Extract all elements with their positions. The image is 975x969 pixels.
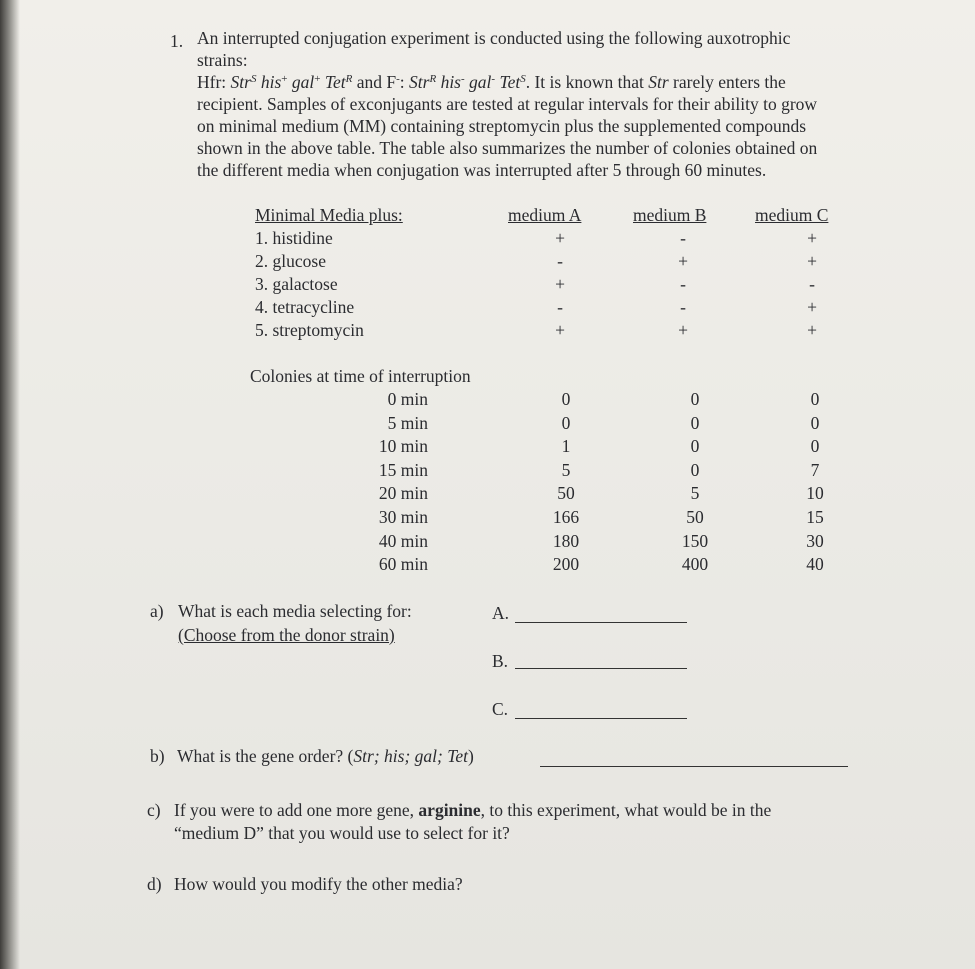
- colony-count-cell: 10: [806, 483, 824, 503]
- time-label: 5 min: [387, 413, 428, 433]
- colony-count-cell: 5: [561, 460, 571, 480]
- supplement-label: 5. streptomycin: [255, 320, 364, 340]
- colony-count-cell: 0: [561, 413, 571, 433]
- blank-a-line[interactable]: [515, 622, 687, 623]
- colony-count-cell: 5: [690, 483, 700, 503]
- supplement-cell: -: [557, 297, 563, 317]
- supplement-label: 3. galactose: [255, 274, 338, 294]
- time-label: 0 min: [387, 389, 428, 409]
- time-label: 15 min: [378, 460, 428, 480]
- body-line-1: recipient. Samples of exconjugants are tested at regular intervals for their ability to grow: [197, 94, 818, 114]
- colony-count-cell: 0: [810, 436, 820, 456]
- part-c-line-1: If you were to add one more gene, arginine, to this experiment, what would be in the: [174, 800, 772, 820]
- colony-count-cell: 1: [561, 436, 571, 456]
- supplement-label: 4. tetracycline: [255, 297, 355, 317]
- page-edge-shadow: [0, 0, 20, 969]
- colony-count-cell: 0: [690, 389, 700, 409]
- part-a-question: What is each media selecting for:: [178, 601, 412, 621]
- supplement-label: 2. glucose: [255, 251, 326, 271]
- part-d-question: How would you modify the other media?: [174, 874, 463, 894]
- blank-c-label: C.: [492, 699, 509, 719]
- blank-gene-order-line[interactable]: [540, 766, 848, 767]
- part-a-prefix: a): [150, 601, 164, 621]
- colony-count-cell: 0: [690, 460, 700, 480]
- question-intro: [197, 27, 937, 181]
- supplement-cell: +: [807, 320, 817, 340]
- part-b-prefix: b): [150, 746, 165, 766]
- supplement-label: 1. histidine: [255, 228, 333, 248]
- table-row-header: Minimal Media plus:: [255, 205, 403, 225]
- supplement-cell: +: [555, 228, 565, 248]
- part-a-hint: (Choose from the donor strain): [178, 625, 395, 645]
- supplement-cell: +: [555, 320, 565, 340]
- colony-count-cell: 180: [552, 531, 580, 551]
- supplement-cell: +: [678, 320, 688, 340]
- strain-line: Hfr: Str$^S$ his+ gal+ Tet$^R$ and F-: Str$^R$ his- gal- Tet$^S$. It is known that Str rarely enters the: [197, 72, 786, 92]
- supplement-cell: -: [557, 251, 563, 271]
- supplement-cell: +: [678, 251, 688, 271]
- colony-count-cell: 50: [557, 483, 575, 503]
- supplement-cell: +: [807, 251, 817, 271]
- colony-count-cell: 400: [681, 554, 709, 574]
- column-medium-b: medium B: [633, 205, 707, 225]
- time-label: 30 min: [378, 507, 428, 527]
- question-number: 1.: [170, 31, 184, 51]
- colony-count-cell: 0: [810, 389, 820, 409]
- colony-count-cell: 0: [690, 413, 700, 433]
- part-b-question: What is the gene order? (Str; his; gal; Tet): [177, 746, 474, 766]
- intro-line-1: An interrupted conjugation experiment is conducted using the following auxotrophic: [197, 28, 791, 48]
- colony-count-cell: 40: [806, 554, 824, 574]
- blank-b-label: B.: [492, 651, 509, 671]
- colony-count-cell: 30: [806, 531, 824, 551]
- part-c-line-2: “medium D” that you would use to select for it?: [174, 823, 510, 843]
- colony-count-cell: 150: [681, 531, 709, 551]
- supplement-cell: +: [807, 228, 817, 248]
- colony-count-cell: 0: [561, 389, 571, 409]
- supplement-cell: -: [680, 228, 686, 248]
- supplement-cell: -: [680, 297, 686, 317]
- time-label: 40 min: [378, 531, 428, 551]
- colony-count-cell: 200: [552, 554, 580, 574]
- colony-count-cell: 50: [686, 507, 704, 527]
- time-label: 10 min: [378, 436, 428, 456]
- blank-a-label: A.: [492, 603, 510, 623]
- body-line-4: the different media when conjugation was interrupted after 5 through 60 minutes.: [197, 160, 767, 180]
- part-d-prefix: d): [147, 874, 162, 894]
- colony-count-cell: 0: [810, 413, 820, 433]
- colony-count-cell: 7: [810, 460, 820, 480]
- body-line-3: shown in the above table. The table also summarizes the number of colonies obtained on: [197, 138, 818, 158]
- colony-count-cell: 166: [552, 507, 580, 527]
- blank-c-line[interactable]: [515, 718, 687, 719]
- blank-b-line[interactable]: [515, 668, 687, 669]
- colonies-header: Colonies at time of interruption: [250, 366, 471, 386]
- column-medium-c: medium C: [755, 205, 829, 225]
- supplement-cell: -: [680, 274, 686, 294]
- part-c-prefix: c): [147, 800, 161, 820]
- supplement-cell: +: [807, 297, 817, 317]
- supplement-cell: -: [809, 274, 815, 294]
- time-label: 60 min: [378, 554, 428, 574]
- intro-line-2: strains:: [197, 50, 248, 70]
- supplement-cell: +: [555, 274, 565, 294]
- body-line-2: on minimal medium (MM) containing streptomycin plus the supplemented compounds: [197, 116, 807, 136]
- colony-count-cell: 15: [806, 507, 824, 527]
- time-label: 20 min: [378, 483, 428, 503]
- column-medium-a: medium A: [508, 205, 582, 225]
- colony-count-cell: 0: [690, 436, 700, 456]
